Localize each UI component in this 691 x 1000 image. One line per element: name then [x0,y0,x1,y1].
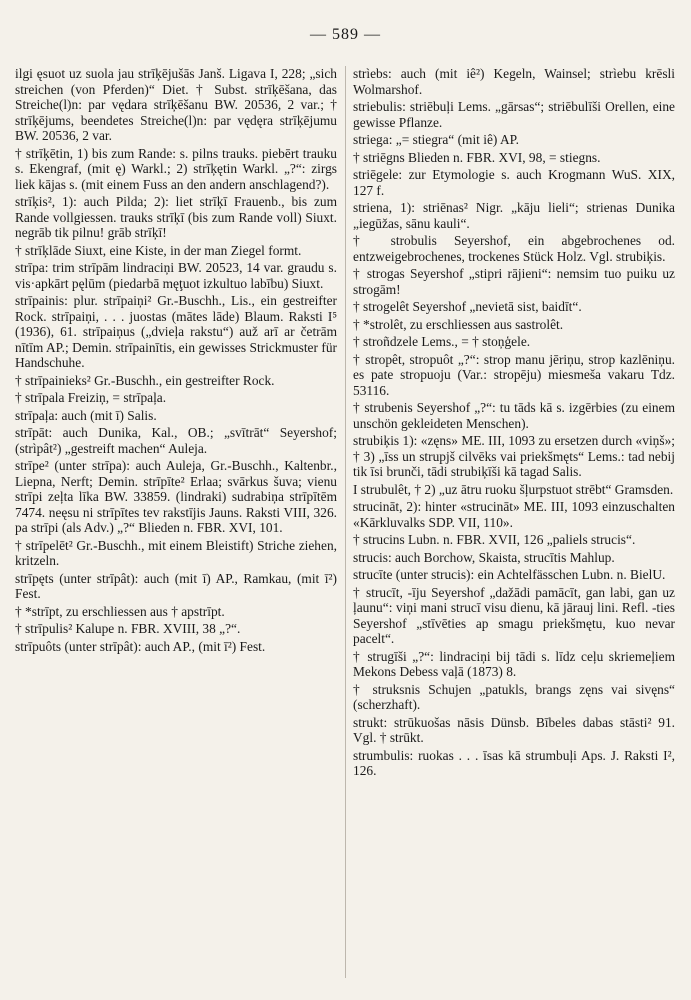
dictionary-entry: strīķis², 1): auch Pilda; 2): liet strīķī Frauenb., bis zum Rande vollgiessen. trauks strīķī (bis zum Rande voll) Siuxt. negrāb tik pilnu! grāb strīķī! [15,194,337,240]
dictionary-entry: † strīpala Freiziņ, = strīpaļa. [15,390,167,405]
dictionary-entry: striēgele: zur Etymologie s. auch Krogmann WuS. XIX, 127 f. [353,167,675,198]
dictionary-entry: strīpaļa: auch (mit ī) Salis. [15,407,157,423]
dictionary-entry: I strubulêt, † 2) „uz ātru ruoku šļurpstuot strēbt“ Gramsden. [353,481,674,497]
dictionary-entry: striena, 1): striēnas² Nigr. „kāju lieli“; strienas Dunika „iegūžas, sānu kauli“. [353,200,675,231]
dictionary-entry: strìebs: auch (mit iê²) Kegeln, Wainsel; strìebu krēsli Wolmarshof. [353,66,675,97]
dictionary-entry: strīpuôts (unter strīpât): auch AP., (mit ī²) Fest. [15,638,266,654]
dictionary-entry: strubiķis 1): «zęns» ME. III, 1093 zu ersetzen durch «viņš»; † 3) „īss un strupjš cilvēks vai priekšmęts“ Lems.: tad nebij tik īsi brunči, tādi strubiķīši kā tagad Salis. [353,433,675,479]
dictionary-entry: † strogas Seyershof „stipri rājieni“: nemsim tuo puiku uz strogām! [353,266,675,297]
dictionary-entry: strīpa: trim strīpām lindraciņi BW. 20523, 14 var. graudu s. vis·apkārt pęlūm (piedarbā męţuot izkultuo labību) Siuxt. [15,260,337,291]
dictionary-entry: strīpe² (unter strīpa): auch Auleja, Gr.-Buschh., Kaltenbr., Liepna, Nerft; Demin. strīpīte² Erlaa; svārkus šuva; vienu strīpi zeļta līka BW. 33859. (lindraki) sudrabiņa strīpītēm 7474. neęsu ni strīpītes tev rakstījis Jauns. Raksti VIII, 326. pa strīpi (als Adv.) „?“ Blieden n. FBR. XVI, 101. [15,458,337,535]
dictionary-entry: † strīķlāde Siuxt, eine Kiste, in der man Ziegel formt. [15,242,302,258]
dictionary-entry: strucīte (unter strucis): ein Achtelfässchen Lubn. n. BielU. [353,567,666,582]
dictionary-entry: † strīpulis² Kalupe n. FBR. XVIII, 38 „?“. [15,621,241,636]
left-column [15,66,337,656]
dictionary-entry: striega: „= stiegra“ (mit iê) AP. [353,132,519,147]
dictionary-entry: strīpęts (unter strīpât): auch (mit ī) AP., Ramkau, (mit ī²) Fest. [15,570,337,601]
dictionary-entry: strīpainis: plur. strīpaiņi² Gr.-Buschh., Lis., ein gestreifter Rock. strīpaiņi, . . . juostas (mātes lāde) Blaum. Raksti I⁵ (1936), 61. strīpaiņus („dvieļa rakstu“) auž arī ar četrām nītīm AP.; Demin. strīpainītis, ein gewisses Strickmuster für Handschuhe. [15,293,337,370]
dictionary-entry: † struksnis Schujen „patukls, brangs zęns vai sivęns“ (scherzhaft). [353,681,675,712]
dictionary-entry: strīpāt: auch Dunika, Kal., OB.; „svītrāt“ Seyershof; (strìpât²) „gestreift machen“ Auleja. [15,425,337,456]
dictionary-entry: † stroñdzele Lems., = † stoņģele. [353,334,531,349]
dictionary-entry: strucināt, 2): hinter «strucināt» ME. III, 1093 einzuschalten «Kārkluvalks SDP. VII, 110». [353,499,675,530]
dictionary-entry: † strucīt, -īju Seyershof „dažādi pamācīt, gan labi, gan uz ļaunu“: viņi mani strucī visu dienu, kā jārauj lini. Refl. -ties Seyershof „stīvēties ap smagu priekšmętu, kuo nevar pacelt“. [353,584,675,646]
dictionary-entry: † strucins Lubn. n. FBR. XVII, 126 „paliels strucis“. [353,532,636,547]
dictionary-entry: † strobulis Seyershof, ein abgebrochenes od. entzweigebrochenes, trockenes Stück Holz. Vgl. strubiķis. [353,233,675,264]
dictionary-entry: † stropêt, stropuôt „?“: strop manu jēriņu, strop kazlēniņu. es pate stropuoju (Var.: stropēju) miesmeša vakaru Tdz. 53116. [353,351,675,398]
dictionary-entry: † strīpelēt² Gr.-Buschh., mit einem Bleistift) Striche ziehen, kritzeln. [15,537,337,568]
dictionary-entry: † strogelêt Seyershof „nevietā sist, baidīt“. [353,299,582,314]
dictionary-entry: † strugīši „?“: lindraciņi bij tādi s. līdz ceļu skriemeļiem Mekons Debess vaļā (1873) 8. [353,648,675,679]
dictionary-entry: ilgi ęsuot uz suola jau strīķējušās Janš. Ligava I, 228; „sich streichen (von Pferden)“ Diet. † Subst. strīķēšana, das Streiche(l)n: par vędara strīķēšanu BW. 20536, 2 var.; † strīķējums, beendetes Streiche(l)n: par vędęra strīķējumu BW. 20536, 2 var. [15,66,337,143]
dictionary-entry: † *strīpt, zu erschliessen aus † apstrīpt. [15,603,225,619]
dictionary-entry: strukt: strūkuošas nāsis Dünsb. Bībeles dabas stāsti² 91. Vgl. † strūkt. [353,714,675,745]
dictionary-entry: strumbulis: ruokas . . . īsas kā strumbuļi Aps. J. Raksti I², 126. [353,747,675,778]
dictionary-entry: † strubenis Seyershof „?“: tu tāds kā s. izgērbies (zu einem unschön gekleideten Menschen). [353,400,675,431]
dictionary-entry: † strīpainieks² Gr.-Buschh., ein gestreifter Rock. [15,372,275,388]
right-column [353,66,675,781]
column-divider [345,66,346,978]
dictionary-entry: strucis: auch Borchow, Skaista, strucītis Mahlup. [353,549,615,565]
page-number: — 589 — [310,26,381,43]
dictionary-entry: † strīķētin, 1) bis zum Rande: s. pilns trauks. piebērt trauku s. Ekengraf, (mit ę) Warkl.; 2) strīķętin Warkl. „?“: zirgs liek kājas s. (mit einem Fuss an den andern anschlagend?). [15,145,337,192]
dictionary-entry: † striēgns Blieden n. FBR. XVI, 98, = stiegns. [353,149,601,165]
dictionary-entry: † *strolêt, zu erschliessen aus sastrolêt. [353,316,564,332]
dictionary-entry: striebulis: striēbuļi Lems. „gārsas“; striēbulīši Orellen, eine gewisse Pflanze. [353,99,675,130]
